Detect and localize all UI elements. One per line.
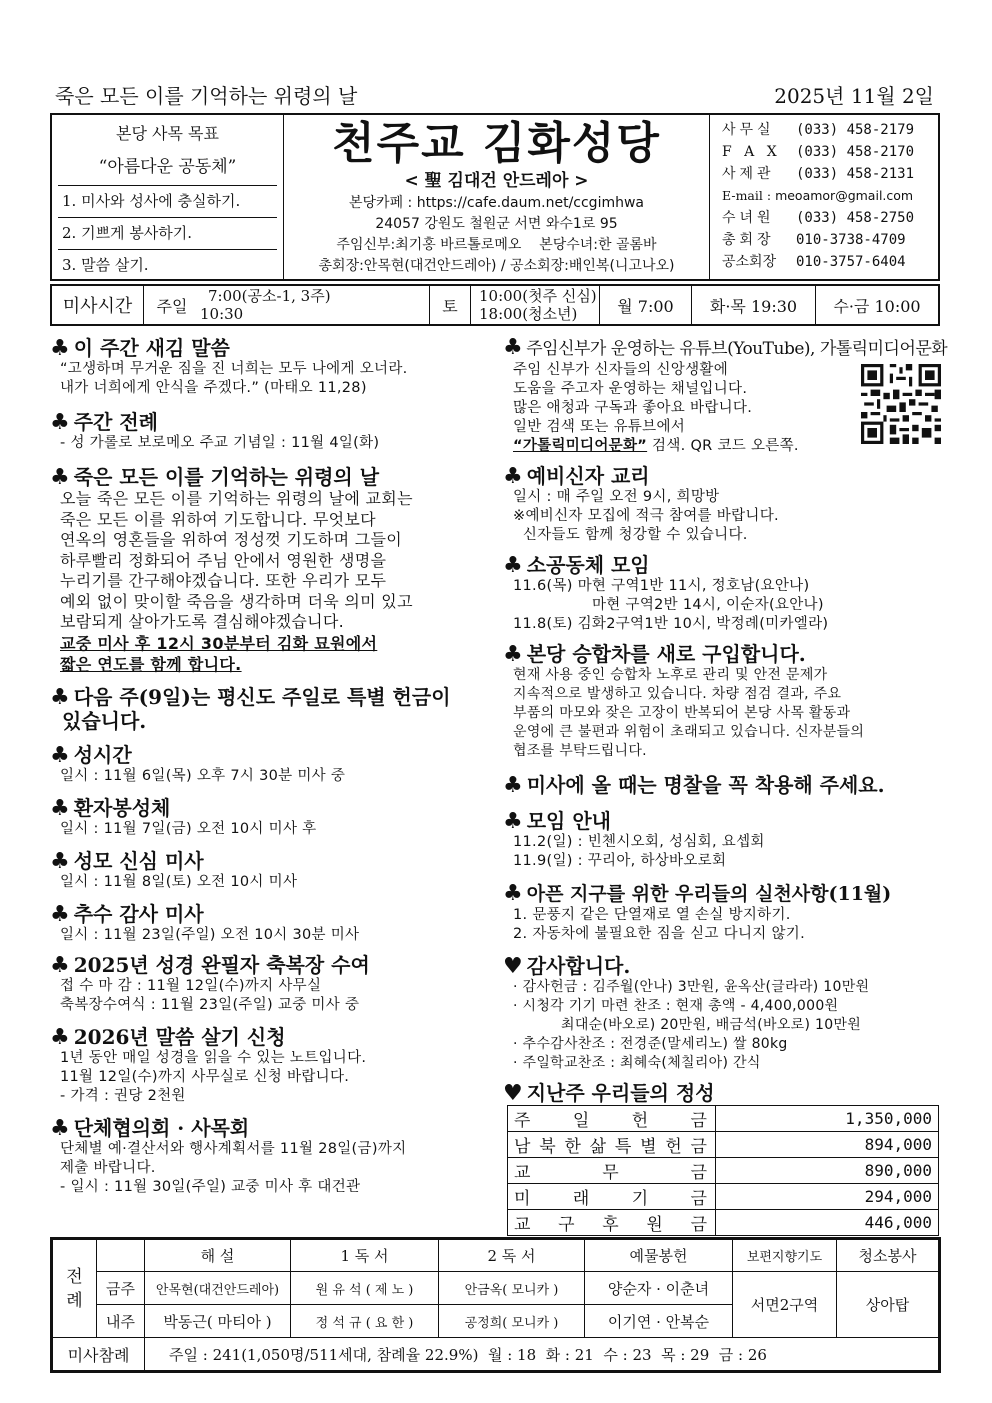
club-icon: ♣ <box>50 741 70 768</box>
goal-item: 3. 말씀 살기. <box>58 249 277 281</box>
text-line: 지속적으로 발생하고 있습니다. 차량 점검 결과, 주요 <box>513 686 842 702</box>
section-new-van: ♣ 본당 승합차를 새로 구입합니다. 현재 사용 중인 승합차 노후로 관리 및 안전 문제가 지속적으로 발생하고 있습니다. 차량 점검 결과, 주요 부품의 마모와 잦은 고장이 반복되어 본당 사목 활동과 운영에 큰 불편과 위험이 초래되고 있습니다. 신자분들의 협조를 부탁드립니다. <box>503 642 941 761</box>
table-row <box>508 1158 939 1184</box>
text-line: 접 수 마 감 : 11월 12일(수)까지 사무실 <box>60 977 322 994</box>
text-line: 11.6(목) 마현 구역1반 11시, 정호남(요안나) <box>513 578 810 594</box>
table-row <box>508 1210 939 1236</box>
club-icon: ♣ <box>503 552 523 578</box>
mass-label: 미사시간 <box>52 286 144 324</box>
goals-title: 본당 사목 목표 <box>116 124 219 143</box>
mass-sunday-label: 주일 <box>156 296 188 316</box>
text-line: · 감사헌금 : 김주월(안나) 3만원, 윤옥산(글라라) 10만원 <box>513 979 870 995</box>
section-small-communities: ♣ 소공동체 모임 11.6(목) 마현 구역1반 11시, 정호남(요안나) 마현 구역2반 14시, 이순자(요안나) 11.8(토) 김화2구역1반 10시, 박정례(미카엘라) <box>503 553 941 634</box>
mass-monday: 월 7:00 <box>600 286 692 324</box>
club-icon: ♣ <box>50 683 70 710</box>
offering-amount: 1,350,000 <box>716 1106 939 1132</box>
text-line-emphasis: 교중 미사 후 12시 30분부터 김화 묘원에서 <box>60 633 378 653</box>
offering-amount: 446,000 <box>716 1210 939 1236</box>
club-icon: ♣ <box>503 808 523 834</box>
roster-cell: 정 석 규 ( 요 한 ) <box>291 1305 439 1338</box>
parish-patron: < 聖 김대건 안드레아 > <box>404 171 589 191</box>
club-icon: ♣ <box>503 772 523 798</box>
text-line: 11월 12일(수)까지 사무실로 신청 바랍니다. <box>60 1068 350 1085</box>
text-line: 일시 : 11월 23일(주일) 오전 10시 30분 미사 <box>60 926 360 943</box>
col-header: 예물봉헌 <box>585 1240 733 1272</box>
offering-amount: 294,000 <box>716 1184 939 1210</box>
text-line: - 가격 : 권당 2천원 <box>60 1087 186 1104</box>
table-row <box>53 1272 939 1305</box>
feast-title: 죽은 모든 이를 기억하는 위령의 날 <box>55 84 358 108</box>
roster-cell: 안목현(대건안드레아) <box>145 1272 291 1305</box>
club-icon: ♣ <box>50 794 70 821</box>
section-weekly-liturgy: ♣ 주간 전례 - 성 가롤로 보로메오 주교 기념일 : 11월 4일(화) <box>50 410 490 453</box>
contact-fax: F A X (033) 458-2170 <box>722 144 915 160</box>
col-header: 청소봉사 <box>837 1240 939 1272</box>
text-line: 부품의 마모와 잦은 고장이 반복되어 본당 사목 활동과 <box>513 705 851 721</box>
club-icon: ♣ <box>503 335 523 360</box>
club-icon: ♣ <box>50 1023 70 1050</box>
section-youtube: ♣ 주임신부가 운영하는 유튜브(YouTube), 가톨릭미디어문화 주임 신부가 신자들의 신앙생활에 도움을 주고자 운영하는 채널입니다. 많은 애청과 구독과 좋아요 바랍니다. 일반 검색 또는 유튜브에서 “가톨릭미디어문화” 검색. QR 코드 오른쪽. <box>503 335 948 454</box>
offering-label: 교 무 금 <box>514 1163 709 1183</box>
table-row <box>508 1106 939 1132</box>
cafe-link[interactable]: 본당카페 : https://cafe.daum.net/ccgimhwa <box>349 195 644 211</box>
pastoral-goals <box>52 115 284 279</box>
roster-cell: 박동근( 마티아 ) <box>145 1305 291 1338</box>
text-line: 내가 너희에게 안식을 주겠다.” (마태오 11,28) <box>60 380 367 396</box>
mass-sunday-times: 7:00(공소-1, 3주) 10:30 <box>200 286 430 324</box>
attendance-text: 주일 : 241(1,050명/511세대, 참례율 22.9%) 월 : 18 화 : 21 수 : 23 목 : 29 금 : 26 <box>145 1338 939 1371</box>
text-line: 운영에 큰 불편과 위험이 초래되고 있습니다. 신자분들의 <box>513 724 865 740</box>
text-line: 죽은 모든 이를 위하여 기도합니다. 무엇보다 <box>60 509 376 529</box>
roster-cell: 상아탑 <box>837 1272 939 1338</box>
club-icon: ♣ <box>503 641 523 667</box>
right-column <box>503 335 948 1242</box>
text-line: 누리기를 간구해야겠습니다. 또한 우리가 모두 <box>60 571 387 590</box>
mass-schedule <box>50 284 940 326</box>
text-line: 신자들도 함께 청강할 수 있습니다. <box>513 527 748 543</box>
row-label: 금주 <box>97 1272 145 1305</box>
club-icon: ♣ <box>50 900 70 927</box>
text-line: - 성 가롤로 보로메오 주교 기념일 : 11월 4일(화) <box>60 435 380 451</box>
text-line: 축복장수여식 : 11월 23일(주일) 교중 미사 중 <box>60 996 360 1013</box>
section-earth-care: ♣ 아픈 지구를 위한 우리들의 실천사항(11월) 1. 문풍지 같은 단열재로 열 손실 방지하기. 2. 자동차에 불필요한 짐을 싣고 다니지 않기. <box>503 881 941 944</box>
table-row <box>508 1184 939 1210</box>
mass-saturday-label: 토 <box>442 296 458 316</box>
roster-cell: 원 유 석 ( 제 노 ) <box>291 1272 439 1305</box>
text-line: - 일시 : 11월 30일(주일) 교중 미사 후 대건관 <box>60 1178 361 1195</box>
top-line <box>55 80 934 110</box>
mass-tue-thu: 화·목 19:30 <box>692 286 816 324</box>
club-icon: ♣ <box>503 463 523 489</box>
text-line: 도움을 주고자 운영하는 채널입니다. <box>513 381 748 397</box>
offering-label: 미 래 기 금 <box>514 1189 709 1209</box>
parish-address: 24057 강원도 철원군 서면 와수1로 95 <box>375 216 618 232</box>
heart-icon: ♥ <box>503 953 523 979</box>
text-line: 보람되게 살아가도록 결심해야겠습니다. <box>60 612 345 631</box>
parish-name: 천주교 김화성당 <box>332 118 661 169</box>
text-line: “가톨릭미디어문화” 검색. QR 코드 오른쪽. <box>513 438 799 454</box>
section-holy-hour: ♣ 성시간 일시 : 11월 6일(목) 오후 7시 30분 미사 중 <box>50 743 490 786</box>
text-line: 현재 사용 중인 승합차 노후로 관리 및 안전 문제가 <box>513 667 828 683</box>
masthead <box>50 113 940 281</box>
text-line: 제출 바랍니다. <box>60 1159 156 1176</box>
section-sick-communion: ♣ 환자봉성체 일시 : 11월 7일(금) 오전 10시 미사 후 <box>50 796 490 839</box>
parish-council: 총회장:안목현(대건안드레아) / 공소회장:배인복(니고나오) <box>318 258 675 274</box>
section-meetings: ♣ 모임 안내 11.2(일) : 빈첸시오회, 성심회, 요셉회 11.9(일) : 꾸리아, 하상바오로회 <box>503 809 941 871</box>
roster-cell: 서면2구역 <box>733 1272 837 1338</box>
section-thanksgiving-mass: ♣ 추수 감사 미사 일시 : 11월 23일(주일) 오전 10시 30분 미사 <box>50 902 490 945</box>
heading-line: 있습니다. <box>62 708 147 733</box>
text-line: 1년 동안 매일 성경을 읽을 수 있는 노트입니다. <box>60 1049 367 1066</box>
club-icon: ♣ <box>50 951 70 978</box>
goal-item: 2. 기쁘게 봉사하기. <box>58 217 277 249</box>
section-council: ♣ 단체협의회 · 사목회 단체별 예·결산서와 행사계획서를 11월 28일(금)까지 제출 바랍니다. - 일시 : 11월 30일(주일) 교중 미사 후 대건관 <box>50 1116 490 1197</box>
text-line: 11.8(토) 김화2구역1반 10시, 박정례(미카엘라) <box>513 616 829 632</box>
text-line: · 주일학교찬조 : 최혜숙(체칠리아) 간식 <box>513 1055 761 1071</box>
text-line: 단체별 예·결산서와 행사계획서를 11월 28일(금)까지 <box>60 1140 407 1157</box>
roster-table <box>52 1239 939 1371</box>
text-line: 일시 : 11월 8일(토) 오전 10시 미사 <box>60 873 298 890</box>
contact-mission-head: 공소회장 010-3757-6404 <box>722 254 906 270</box>
text-line: 일반 검색 또는 유튜브에서 <box>513 419 686 435</box>
section-offerings: ♥ 지난주 우리들의 정성 주 일 헌 금 1,350,000 남 북 한 삶 특 별 헌 금 894,000 교 무 금 890,000 미 래 기 금 294,000 교 구 후 원 금 446,000 <box>503 1081 941 1236</box>
text-line: 마현 구역2반 14시, 이순자(요안나) <box>592 597 824 613</box>
club-icon: ♣ <box>50 1114 70 1141</box>
text-line-emphasis: 짧은 연도를 함께 합니다. <box>60 654 242 674</box>
club-icon: ♣ <box>503 880 523 906</box>
text-line: 11.2(일) : 빈첸시오회, 성심회, 요셉회 <box>513 834 765 850</box>
table-row <box>53 1240 939 1272</box>
roster-cell: 공정희( 모니카 ) <box>439 1305 585 1338</box>
goal-item: 1. 미사와 성사에 충실하기. <box>58 185 277 217</box>
contact-office: 사무실 (033) 458-2179 <box>722 122 915 138</box>
club-icon: ♣ <box>50 409 70 435</box>
parish-info <box>284 115 709 279</box>
row-label: 내주 <box>97 1305 145 1338</box>
text-line: 하루빨리 정화되어 주님 안에서 영원한 생명을 <box>60 550 387 570</box>
goals-motto: “아름다운 공동체” <box>98 157 237 177</box>
offering-label: 교 구 후 원 금 <box>514 1215 709 1235</box>
club-icon: ♣ <box>50 847 70 874</box>
parish-staff: 주임신부:최기홍 바르톨로메오 본당수녀:한 골롬바 <box>336 237 657 253</box>
section-marian-mass: ♣ 성모 신심 미사 일시 : 11월 8일(토) 오전 10시 미사 <box>50 849 490 892</box>
offering-amount: 894,000 <box>716 1132 939 1158</box>
section-bible-completion: ♣ 2025년 성경 완필자 축복장 수여 접 수 마 감 : 11월 12일(수)까지 사무실 축복장수여식 : 11월 23일(주일) 교중 미사 중 <box>50 953 490 1015</box>
contact-rectory: 사제관 (033) 458-2131 <box>722 166 915 182</box>
text-line: 협조를 부탁드립니다. <box>513 743 647 759</box>
offering-label: 주 일 헌 금 <box>514 1111 709 1131</box>
qr-code-icon[interactable] <box>861 364 941 444</box>
table-row <box>508 1132 939 1158</box>
section-thanks: ♥ 감사합니다. · 감사헌금 : 김주월(안나) 3만원, 윤옥산(글라라) 10만원 · 시청각 기기 마련 찬조 : 현재 총액 - 4,400,000원 최대순(바오로) 20만원, 배금석(바오로) 10만원 · 추수감사찬조 : 전경준(말세리노) 쌀 80kg · 주일학교찬조 : 최혜숙(체칠리아) 간식 <box>503 954 941 1073</box>
text-line: 연옥의 영혼들을 위하여 정성껏 기도하며 그들이 <box>60 530 403 549</box>
text-line: ※예비신자 모집에 적극 참여를 바랍니다. <box>513 508 779 524</box>
section-catechumen: ♣ 예비신자 교리 일시 : 매 주일 오전 9시, 희망방 ※예비신자 모집에 적극 참여를 바랍니다. 신자들도 함께 청강할 수 있습니다. <box>503 464 941 545</box>
text-line: “고생하며 무거운 짐을 진 너희는 모두 나에게 오너라. <box>60 361 408 377</box>
text-line: · 시청각 기기 마련 찬조 : 현재 총액 - 4,400,000원 <box>513 998 839 1014</box>
col-header: 1 독 서 <box>291 1240 439 1272</box>
text-line: 주임 신부가 신자들의 신앙생활에 <box>513 362 729 378</box>
roster-cell: 안금옥( 모니카 ) <box>439 1272 585 1305</box>
text-line: 1. 문풍지 같은 단열재로 열 손실 방지하기. <box>513 907 791 923</box>
attendance-label: 미사참례 <box>53 1338 145 1371</box>
section-all-souls: ♣ 죽은 모든 이를 기억하는 위령의 날 오늘 죽은 모든 이를 기억하는 위령의 날에 교회는 죽은 모든 이를 위하여 기도합니다. 무엇보다 연옥의 영혼들을 위하여 정성껏 기도하며 그들이 하루빨리 정화되어 주님 안에서 영원한 생명을 누리기를 간구해야겠습니다. 또한 우리가 모두 예외 없이 맞이할 죽음을 생각하며 더욱 의미 있고 보람되게 살아가도록 결심해야겠습니다. 교중 미사 후 12시 30분부터 김화 묘원에서 짧은 연도를 함께 합니다. <box>50 465 490 675</box>
col-header: 보편지향기도 <box>733 1240 837 1272</box>
section-laity-sunday: ♣ 다음 주(9일)는 평신도 주일로 특별 헌금이 있습니다. <box>50 685 490 733</box>
text-line: 2. 자동차에 불필요한 짐을 싣고 다니지 않기. <box>513 926 806 942</box>
contact-president: 총회장 010-3738-4709 <box>722 232 906 248</box>
text-line: · 추수감사찬조 : 전경준(말세리노) 쌀 80kg <box>513 1036 788 1052</box>
table-row <box>53 1338 939 1371</box>
text-line: 많은 애청과 구독과 좋아요 바랍니다. <box>513 400 753 416</box>
mass-saturday-times: 10:00(첫주 신심) 18:00(청소년) <box>470 286 600 324</box>
text-line: 최대순(바오로) 20만원, 배금석(바오로) 10만원 <box>561 1017 862 1033</box>
issue-date: 2025년 11월 2일 <box>774 84 934 108</box>
text-line: 일시 : 11월 6일(목) 오후 7시 30분 미사 중 <box>60 767 346 784</box>
contact-convent: 수녀원 (033) 458-2750 <box>722 210 915 226</box>
section-weekly-word: ♣ 이 주간 새김 말씀 “고생하며 무거운 짐을 진 너희는 모두 나에게 오너라. 내가 너희에게 안식을 주겠다.” (마태오 11,28) <box>50 336 490 398</box>
text-line: 11.9(일) : 꾸리아, 하상바오로회 <box>513 853 727 869</box>
section-word-living: ♣ 2026년 말씀 살기 신청 1년 동안 매일 성경을 읽을 수 있는 노트입니다. 11월 12일(수)까지 사무실로 신청 바랍니다. - 가격 : 권당 2천원 <box>50 1025 490 1106</box>
text-line: 예외 없이 맞이할 죽음을 생각하며 더욱 의미 있고 <box>60 591 413 611</box>
club-icon: ♣ <box>50 335 70 361</box>
roster-cell: 양순자 · 이춘녀 <box>585 1272 733 1305</box>
col-header: 해 설 <box>145 1240 291 1272</box>
offering-amount: 890,000 <box>716 1158 939 1184</box>
roster-cell: 이기연 · 안복순 <box>585 1305 733 1338</box>
section-name-tag: ♣ 미사에 올 때는 명찰을 꼭 착용해 주세요. <box>503 772 885 798</box>
offering-label: 남 북 한 삶 특 별 헌 금 <box>514 1137 709 1157</box>
mass-wed-fri: 수·금 10:00 <box>833 296 921 316</box>
heart-icon: ♥ <box>503 1080 523 1106</box>
offerings-table <box>507 1105 939 1236</box>
text-line: 일시 : 매 주일 오전 9시, 희망방 <box>513 489 720 505</box>
liturgy-label: 전례 <box>53 1240 97 1338</box>
contact-email[interactable]: E-mail : meoamor@gmail.com <box>722 188 914 203</box>
text-line: 일시 : 11월 7일(금) 오전 10시 미사 후 <box>60 820 317 837</box>
left-column <box>50 336 490 1203</box>
liturgy-roster <box>50 1237 941 1373</box>
text-line: 오늘 죽은 모든 이를 기억하는 위령의 날에 교회는 <box>60 489 413 508</box>
contacts <box>709 115 938 279</box>
col-header: 2 독 서 <box>439 1240 585 1272</box>
club-icon: ♣ <box>50 464 70 490</box>
